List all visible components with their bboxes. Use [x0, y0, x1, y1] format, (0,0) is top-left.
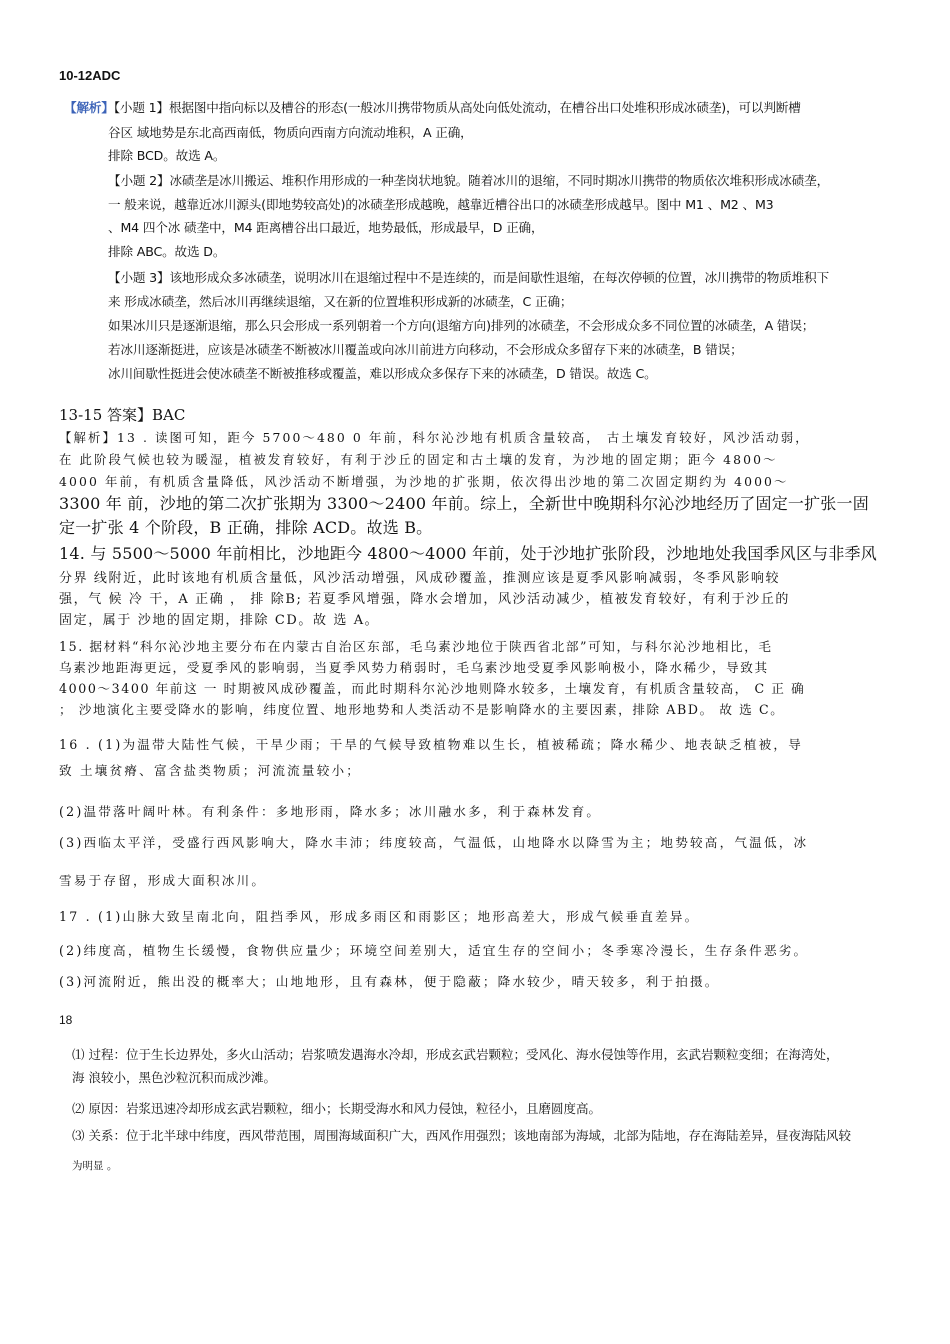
q10-12-line-7: 排除 ABC。故选 D。	[108, 244, 226, 259]
q18-line-5: 为明显 。	[72, 1160, 118, 1172]
q16-line-4: (3)西临太平洋，受盛行西风影响大，降水丰沛；纬度较高，气温低，山地降水以降雪为主；地势较高，气温低，冰	[59, 835, 809, 850]
q10-12-line-1-text: 【小题 1】根据图中指向标以及槽谷的形态(一般冰川携带物质从高处向低处流动，在槽谷出口处堆积形成冰碛垄)，可以判断槽	[113, 100, 801, 115]
q18-line-1: ⑴ 过程：位于生长边界处，多火山活动；岩浆喷发遇海水冷却，形成玄武岩颗粒；受风化、海水侵蚀等作用，玄武岩颗粒变细；在海湾处，	[72, 1047, 839, 1062]
q10-12-line-11: 若冰川逐渐挺进，应该是冰碛垄不断被冰川覆盖或向冰川前进方向移动，不会形成众多留存下来的冰碛垄，B 错误；	[108, 342, 743, 357]
q13-15-line-10: 15. 据材料“科尔沁沙地主要分布在内蒙古自治区东部，毛乌素沙地位于陕西省北部”可知，与科尔沁沙地相比，毛	[59, 639, 773, 654]
q17-line-1: 17 . (1)山脉大致呈南北向，阻挡季风，形成多雨区和雨影区；地形高差大，形成气候垂直差异。	[59, 909, 700, 924]
q10-12-line-12: 冰川间歇性挺进会使冰碛垄不断被推移或覆盖，难以形成众多保存下来的冰碛垄，D 错误。故选 C。	[108, 366, 657, 381]
q18-line-3: ⑵ 原因：岩浆迅速冷却形成玄武岩颗粒，细小；长期受海水和风力侵蚀，粒径小，且磨圆度高。	[72, 1101, 601, 1116]
q18-line-4: ⑶ 关系：位于北半球中纬度，西风带范围，周围海域面积广大，西风作用强烈；该地南部为海域，北部为陆地，存在海陆差异，昼夜海陆风较	[72, 1128, 851, 1143]
q10-12-line-3: 排除 BCD。故选 A。	[108, 148, 226, 163]
q13-15-line-2: 在 此阶段气候也较为暖湿，植被发育较好，有利于沙丘的固定和古土壤的发育，为沙地的固定期；距今 4800～	[59, 452, 778, 467]
q17-line-3: (3)河流附近，熊出没的概率大；山地地形，且有森林，便于隐蔽；降水较少，晴天较多，利于拍摄。	[59, 974, 720, 989]
q13-15-line-11: 乌素沙地距海更远，受夏季风的影响弱，当夏季风势力稍弱时，毛乌素沙地受夏季风影响极小，降水稀少，导致其	[59, 660, 769, 675]
q10-12-line-5: 一 般来说，越靠近冰川源头(即地势较高处)的冰碛垄形成越晚，越靠近槽谷出口的冰碛垄形成越早。图中 M1 、M2 、M3	[108, 197, 774, 212]
q13-15-line-4: 3300 年 前，沙地的第二次扩张期为 3300～2400 年前。综上，全新世中晚期科尔沁沙地经历了固定一扩张一固	[59, 494, 869, 513]
q10-12-line-10: 如果冰川只是逐渐退缩，那么只会形成一系列朝着一个方向(退缩方向)排列的冰碛垄，不会形成众多不同位置的冰碛垄，A 错误；	[108, 318, 815, 333]
q16-line-5: 雪易于存留，形成大面积冰川。	[59, 873, 267, 888]
q10-12-line-6: 、M4 四个冰 碛垄中，M4 距离槽谷出口最近，地势最低，形成最早，D 正确，	[108, 220, 544, 235]
q10-12-line-9: 来 形成冰碛垄，然后冰川再继续退缩，又在新的位置堆积形成新的冰碛垄，C 正确；	[108, 294, 573, 309]
q13-15-line-1: 【解析】13 . 读图可知，距今 5700～480 0 年前，科尔沁沙地有机质含量较高， 古土壤发育较好，风沙活动弱，	[59, 430, 810, 445]
q10-12-line-1	[64, 97, 801, 116]
analysis-tag: 【解析】	[64, 100, 114, 115]
q13-15-line-5: 定一扩张 4 个阶段，B 正确，排除 ACD。故选 B。	[59, 518, 433, 537]
q17-line-2: (2)纬度高，植物生长缓慢，食物供应量少；环境空间差别大，适宜生存的空间小；冬季寒冷漫长，生存条件恶劣。	[59, 943, 809, 958]
q18-line-2: 海 浪较小，黑色沙粒沉积而成沙滩。	[72, 1070, 276, 1085]
q10-12-heading: 10-12ADC	[59, 68, 121, 83]
q16-line-2: 致 土壤贫瘠、富含盐类物质；河流流量较小；	[59, 763, 362, 778]
q10-12-line-2: 谷区 域地势是东北高西南低，物质向西南方向流动堆积，A 正确，	[108, 125, 473, 140]
q16-line-1: 16 . (1)为温带大陆性气候，干旱少雨；干旱的气候导致植物难以生长，植被稀疏；降水稀少、地表缺乏植被，导	[59, 737, 803, 752]
q10-12-line-8: 【小题 3】该地形成众多冰碛垄，说明冰川在退缩过程中不是连续的，而是间歇性退缩，在每次停顿的位置，冰川携带的物质堆积下	[108, 270, 830, 285]
q10-12-line-4: 【小题 2】冰碛垄是冰川搬运、堆积作用形成的一种垄岗状地貌。随着冰川的退缩，不同时期冰川携带的物质依次堆积形成冰碛垄，	[108, 173, 830, 188]
q13-15-line-13: ； 沙地演化主要受降水的影响，纬度位置、地形地势和人类活动不是影响降水的主要因素，排除 ABD。 故 选 C。	[59, 702, 785, 717]
q13-15-heading: 13-15 答案】BAC	[59, 406, 186, 424]
q13-15-line-6: 14. 与 5500～5000 年前相比，沙地距今 4800～4000 年前，处于沙地扩张阶段，沙地地处我国季风区与非季风	[59, 544, 877, 563]
q13-15-line-9: 固定，属于 沙地的固定期，排除 CD。故 选 A。	[59, 613, 380, 628]
q13-15-line-7: 分界 线附近，此时该地有机质含量低，风沙活动增强，风成砂覆盖，推测应该是夏季风影响减弱，冬季风影响较	[59, 571, 781, 586]
q16-line-3: (2)温带落叶阔叶林。有利条件：多地形雨，降水多；冰川融水多，利于森林发育。	[59, 804, 602, 819]
q13-15-line-12: 4000～3400 年前这 一 时期被风成砂覆盖，而此时期科尔沁沙地则降水较多，土壤发育，有机质含量较高， C 正 确	[59, 681, 806, 696]
q13-15-line-3: 4000 年前，有机质含量降低，风沙活动不断增强，为沙地的扩张期，依次得出沙地的第二次固定期约为 4000～	[59, 474, 789, 489]
q13-15-line-8: 强，气 候 冷 干，A 正确 ， 排 除B; 若夏季风增强，降水会增加，风沙活动减少，植被发育较好，有利于沙丘的	[59, 592, 790, 607]
q18-number: 18	[59, 1013, 73, 1027]
